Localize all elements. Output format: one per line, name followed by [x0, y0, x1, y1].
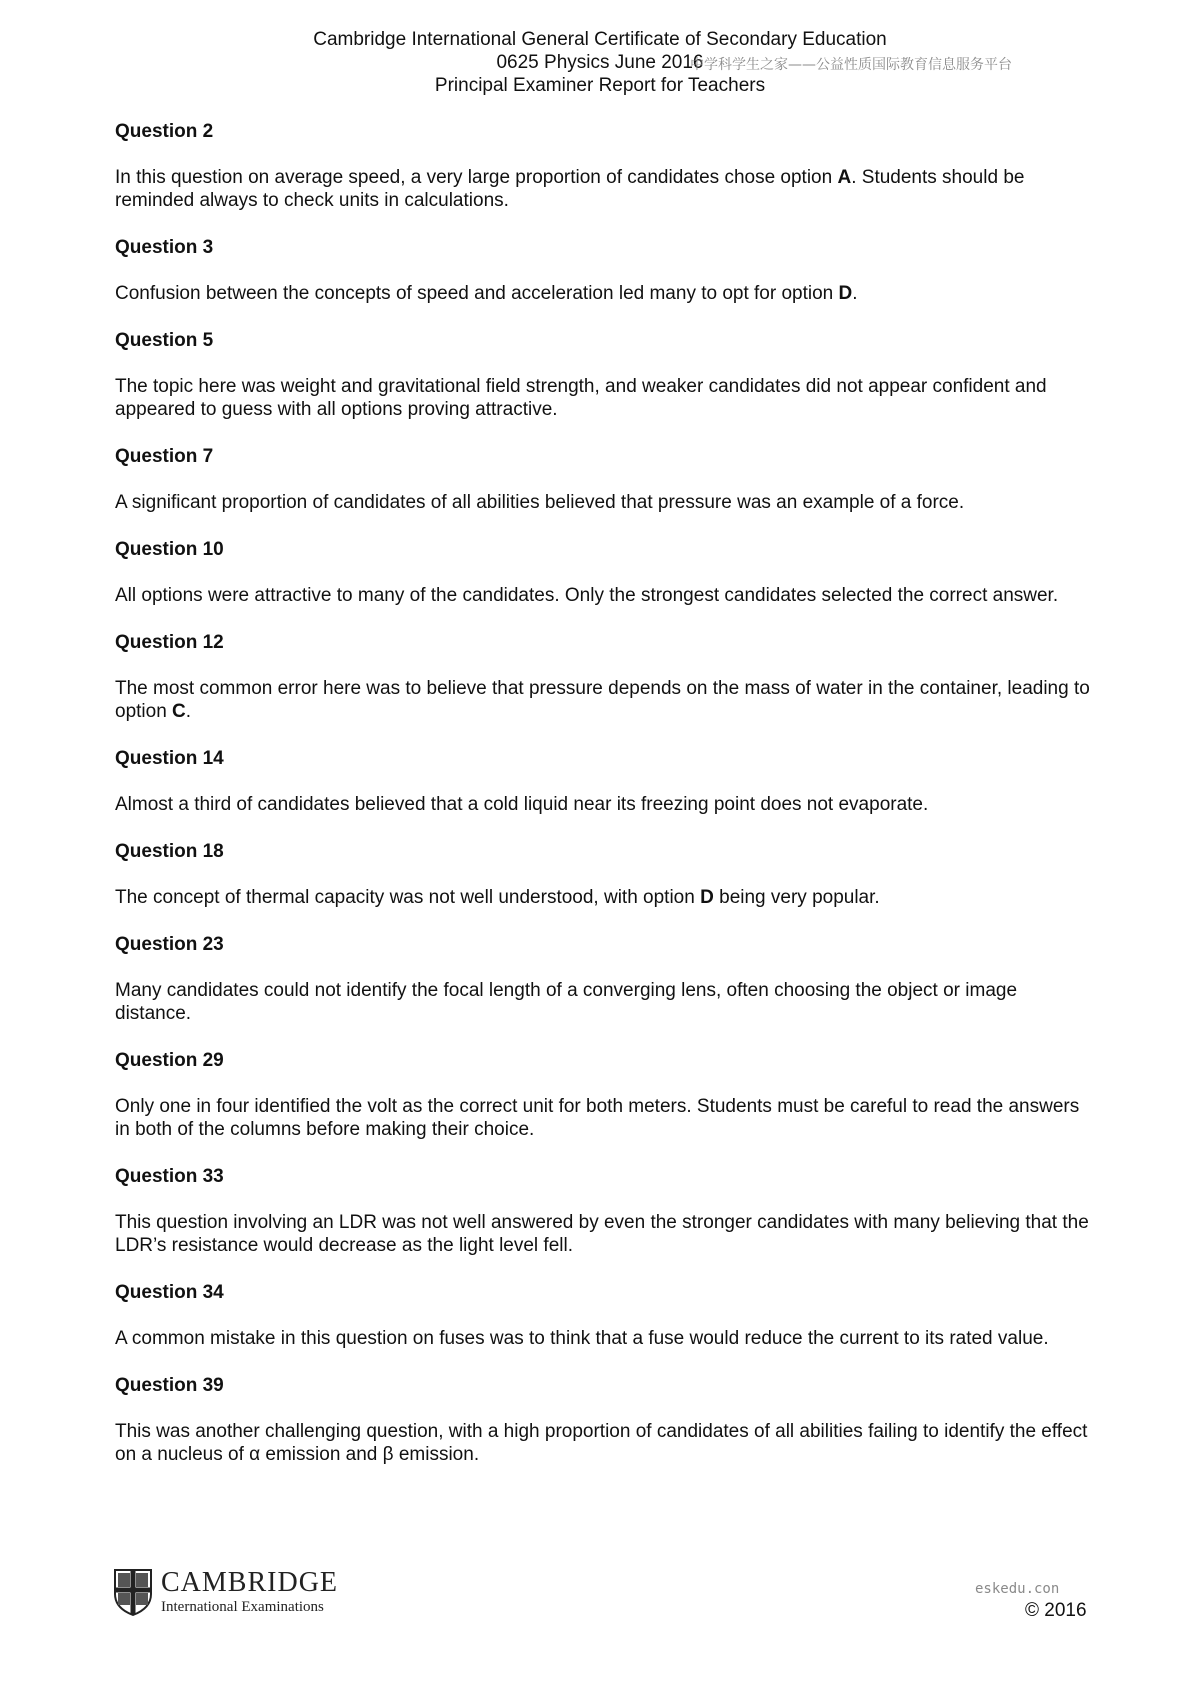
question-comment [115, 979, 1090, 1025]
question-section [115, 1165, 1090, 1257]
watermark-text: 中学科学生之家——公益性质国际教育信息服务平台 [690, 57, 1012, 73]
question-section [115, 933, 1090, 1025]
comment-text: This was another challenging question, with a high proportion of candidates of all abilities failing to identify the effect on a nucleus of α emission and β emission. [115, 1421, 1088, 1465]
logo-main-text: CAMBRIDGE [161, 1567, 339, 1598]
question-section [115, 631, 1090, 723]
question-title: Question 29 [115, 1050, 224, 1071]
comment-text: . Students should be reminded always to check units in calculations. [115, 167, 1025, 211]
question-comment [115, 166, 1090, 212]
question-title: Question 5 [115, 330, 214, 351]
question-title: Question 10 [115, 539, 224, 560]
header-line-1: Cambridge International General Certificate of Secondary Education [313, 29, 887, 50]
site-watermark: eskedu.con [975, 1581, 1060, 1597]
question-title: Question 33 [115, 1166, 224, 1187]
header-line-3: Principal Examiner Report for Teachers [434, 75, 766, 96]
question-comment [115, 1327, 1090, 1350]
comment-text: The concept of thermal capacity was not well understood, with option [115, 887, 701, 908]
comment-text: Almost a third of candidates believed that a cold liquid near its freezing point does not evaporate. [115, 794, 929, 815]
question-section [115, 1374, 1090, 1466]
answer-option: D [838, 283, 853, 304]
comment-text: In this question on average speed, a very large proportion of candidates chose option [115, 167, 838, 188]
question-section [115, 538, 1090, 607]
comment-text: . [852, 283, 858, 304]
question-title: Question 23 [115, 934, 224, 955]
question-comment [115, 282, 1090, 305]
logo-sub-text: International Examinations [161, 1599, 324, 1615]
question-comment [115, 793, 1090, 816]
cambridge-logo [113, 1568, 338, 1616]
comment-text: Only one in four identified the volt as the correct unit for both meters. Students must be careful to read the answers in both of the columns before making their choice. [115, 1096, 1080, 1140]
question-comment [115, 491, 1090, 514]
question-comment [115, 1211, 1090, 1257]
logo-text [161, 1569, 338, 1615]
comment-text: The topic here was weight and gravitational field strength, and weaker candidates did not appear confident and appeared to guess with all options proving attractive. [115, 376, 1047, 420]
copyright-notice: © 2016 [1025, 1600, 1087, 1621]
question-title: Question 34 [115, 1282, 224, 1303]
question-section [115, 1049, 1090, 1141]
comment-text: The most common error here was to believe that pressure depends on the mass of water in the container, leading to option [115, 678, 1090, 722]
comment-text: All options were attractive to many of the candidates. Only the strongest candidates selected the correct answer. [115, 585, 1059, 606]
question-comment [115, 1420, 1090, 1466]
question-section [115, 120, 1090, 212]
question-title: Question 7 [115, 446, 214, 467]
question-title: Question 12 [115, 632, 224, 653]
question-section [115, 445, 1090, 514]
header-line-2: 0625 Physics June 2016 [496, 52, 704, 73]
comment-text: Confusion between the concepts of speed and acceleration led many to opt for option [115, 283, 839, 304]
comment-text: . [185, 701, 192, 722]
comment-text: A common mistake in this question on fuses was to think that a fuse would reduce the current to its rated value. [115, 1328, 1049, 1349]
question-comment [115, 584, 1090, 607]
comment-text: Many candidates could not identify the focal length of a converging lens, often choosing the object or image distance. [115, 980, 1018, 1024]
answer-option: A [837, 167, 852, 188]
comment-text: A significant proportion of candidates of all abilities believed that pressure was an example of a force. [115, 492, 965, 513]
question-section [115, 840, 1090, 909]
question-section [115, 1281, 1090, 1350]
question-comment [115, 886, 1090, 909]
question-title: Question 3 [115, 237, 214, 258]
question-comment [115, 677, 1090, 723]
answer-option: C [172, 701, 186, 722]
comment-text: being very popular. [713, 887, 880, 908]
shield-icon [113, 1568, 153, 1616]
comment-text: This question involving an LDR was not well answered by even the stronger candidates with many believing that the LDR’s resistance would decrease as the light level fell. [115, 1212, 1089, 1256]
question-title: Question 14 [115, 748, 224, 769]
question-section [115, 329, 1090, 421]
question-section [115, 747, 1090, 816]
question-title: Question 18 [115, 841, 224, 862]
question-comment [115, 375, 1090, 421]
question-title: Question 2 [115, 121, 214, 142]
question-title: Question 39 [115, 1375, 224, 1396]
question-section [115, 236, 1090, 305]
question-comment [115, 1095, 1090, 1141]
report-content [115, 120, 1090, 1490]
answer-option: D [700, 887, 714, 908]
